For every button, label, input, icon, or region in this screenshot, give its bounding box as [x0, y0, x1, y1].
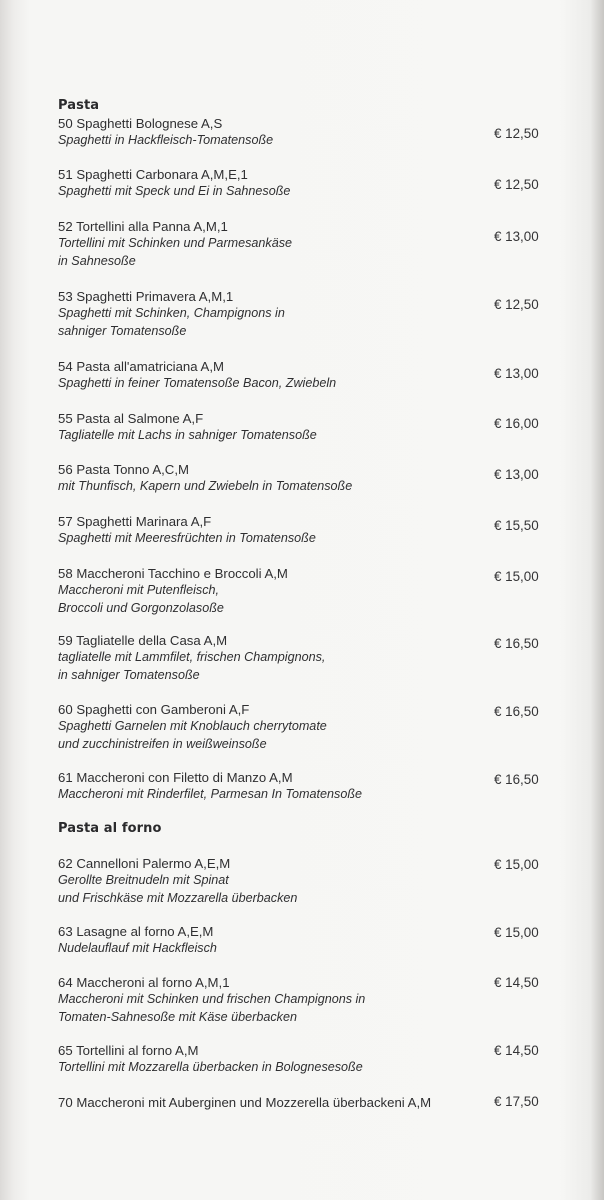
item-name: 64 Maccheroni al forno A,M,1: [58, 975, 230, 990]
item-desc: Maccheroni mit Putenfleisch,: [58, 583, 219, 597]
item-price: € 15,00: [494, 569, 539, 584]
item-desc: tagliatelle mit Lammfilet, frischen Champignons,: [58, 650, 326, 664]
item-name: 50 Spaghetti Bolognese A,S: [58, 116, 223, 131]
menu-item: [58, 115, 498, 150]
item-price: € 12,50: [494, 177, 539, 192]
menu-item: [58, 855, 498, 907]
item-price: € 13,00: [494, 366, 539, 381]
menu-item: [58, 218, 498, 270]
item-price: € 13,00: [494, 229, 539, 244]
item-price: € 12,50: [494, 126, 539, 141]
item-name: 52 Tortellini alla Panna A,M,1: [58, 219, 228, 234]
item-desc: Spaghetti mit Meeresfrüchten in Tomatensoße: [58, 531, 316, 545]
menu-item: [58, 410, 498, 445]
item-price: € 14,50: [494, 1043, 539, 1058]
item-price: € 16,50: [494, 772, 539, 787]
item-price: € 14,50: [494, 975, 539, 990]
item-desc: mit Thunfisch, Kapern und Zwiebeln in Tomatensoße: [58, 479, 353, 493]
item-price: € 15,50: [494, 518, 539, 533]
item-desc: und zucchinistreifen in weißweinsoße: [58, 736, 267, 751]
item-price: € 12,50: [494, 297, 539, 312]
menu-item: [58, 1094, 498, 1111]
menu-item: [58, 288, 498, 340]
item-name: 56 Pasta Tonno A,C,M: [58, 462, 189, 477]
item-name: 60 Spaghetti con Gamberoni A,F: [58, 702, 250, 717]
page-edge-shadow: [590, 0, 604, 1200]
item-desc: Gerollte Breitnudeln mit Spinat: [58, 873, 229, 887]
item-name: 55 Pasta al Salmone A,F: [58, 411, 204, 426]
item-desc: Maccheroni mit Rinderfilet, Parmesan In Tomatensoße: [58, 787, 363, 801]
item-name: 62 Cannelloni Palermo A,E,M: [58, 856, 231, 871]
item-price: € 16,50: [494, 704, 539, 719]
item-price: € 13,00: [494, 467, 539, 482]
item-desc: Tortellini mit Schinken und Parmesankäse: [58, 236, 293, 250]
item-price: € 17,50: [494, 1094, 539, 1109]
menu-item: [58, 461, 498, 496]
item-desc: Broccoli und Gorgonzolasoße: [58, 600, 224, 615]
item-desc: Spaghetti in feiner Tomatensoße Bacon, Zwiebeln: [58, 376, 337, 390]
item-desc: Spaghetti Garnelen mit Knoblauch cherrytomate: [58, 719, 327, 733]
item-desc: Tomaten-Sahnesoße mit Käse überbacken: [58, 1009, 297, 1024]
section-title-pasta-al-forno: Pasta al forno: [58, 821, 162, 836]
menu-item: [58, 358, 498, 393]
item-price: € 16,50: [494, 636, 539, 651]
item-desc: Tagliatelle mit Lachs in sahniger Tomatensoße: [58, 428, 317, 442]
item-desc: in sahniger Tomatensoße: [58, 667, 200, 682]
item-desc: in Sahnesoße: [58, 253, 136, 268]
item-desc: und Frischkäse mit Mozzarella überbacken: [58, 890, 298, 905]
item-name: 54 Pasta all'amatriciana A,M: [58, 359, 224, 374]
menu-item: [58, 166, 498, 201]
item-name: 53 Spaghetti Primavera A,M,1: [58, 289, 234, 304]
menu-item: [58, 974, 498, 1026]
item-desc: Spaghetti mit Schinken, Champignons in: [58, 306, 285, 320]
item-price: € 15,00: [494, 925, 539, 940]
item-desc: Spaghetti in Hackfleisch-Tomatensoße: [58, 133, 274, 147]
item-name: 58 Maccheroni Tacchino e Broccoli A,M: [58, 566, 288, 581]
menu-item: [58, 513, 498, 548]
item-name: 63 Lasagne al forno A,E,M: [58, 924, 214, 939]
item-name: 70 Maccheroni mit Auberginen und Mozzerella überbackeni A,M: [58, 1095, 432, 1110]
item-name: 61 Maccheroni con Filetto di Manzo A,M: [58, 770, 293, 785]
menu-item: [58, 1042, 498, 1077]
section-title-pasta: Pasta: [58, 98, 100, 113]
menu-item: [58, 769, 498, 804]
menu-item: [58, 701, 498, 753]
menu-item: [58, 565, 498, 617]
item-name: 51 Spaghetti Carbonara A,M,E,1: [58, 167, 248, 182]
item-desc: Spaghetti mit Speck und Ei in Sahnesoße: [58, 184, 291, 198]
item-price: € 16,00: [494, 416, 539, 431]
item-price: € 15,00: [494, 857, 539, 872]
item-name: 59 Tagliatelle della Casa A,M: [58, 633, 228, 648]
menu-item: [58, 923, 498, 958]
item-desc: Nudelauflauf mit Hackfleisch: [58, 941, 217, 955]
item-desc: sahniger Tomatensoße: [58, 323, 187, 338]
item-name: 57 Spaghetti Marinara A,F: [58, 514, 212, 529]
item-desc: Tortellini mit Mozzarella überbacken in Bolognesesoße: [58, 1060, 363, 1074]
item-desc: Maccheroni mit Schinken und frischen Champignons in: [58, 992, 366, 1006]
menu-item: [58, 632, 498, 684]
item-name: 65 Tortellini al forno A,M: [58, 1043, 199, 1058]
